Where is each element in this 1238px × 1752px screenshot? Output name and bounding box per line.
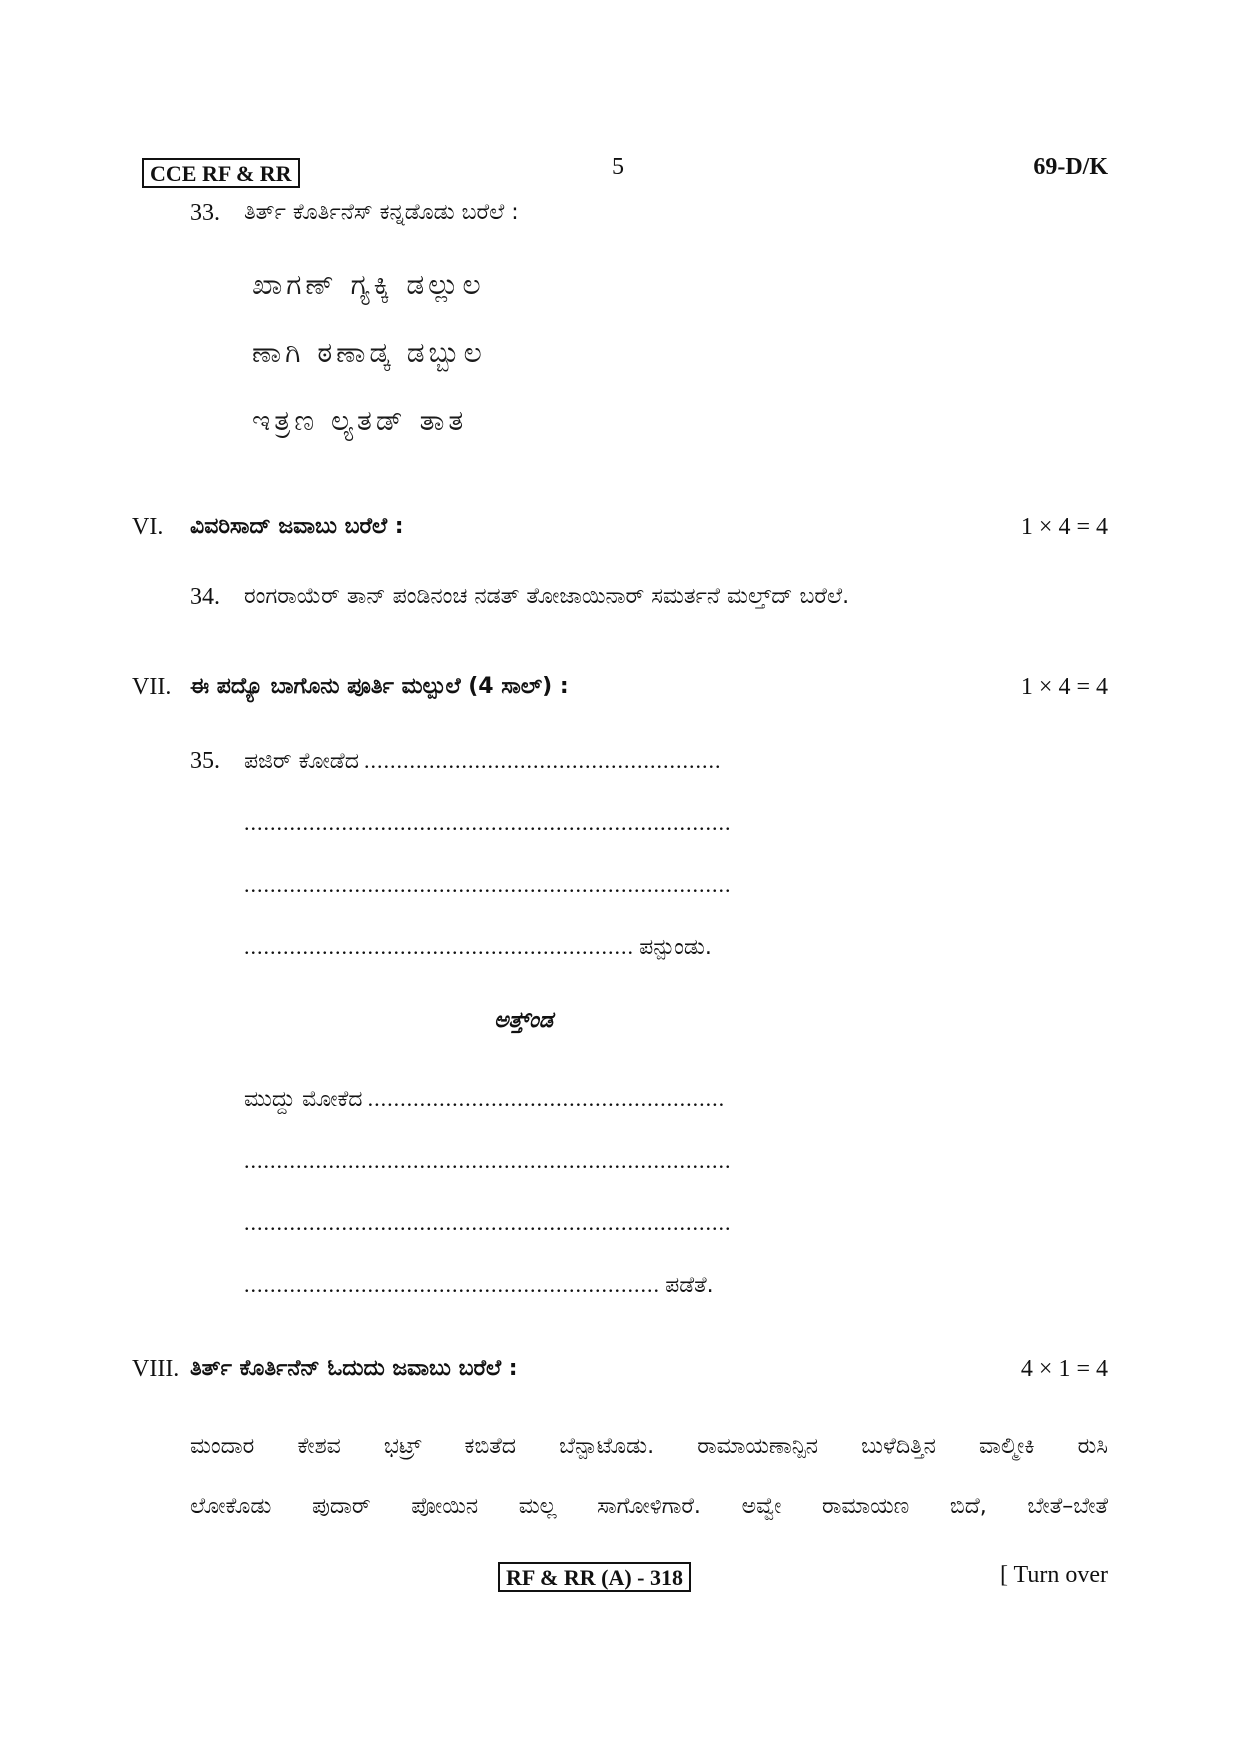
paper-series-box: CCE RF & RR	[142, 158, 300, 188]
poem-block-1-line-1	[244, 748, 722, 774]
paper-code: 69-D/K	[1033, 154, 1108, 180]
section-8-marks: 4 × 1 = 4	[1020, 1356, 1108, 1382]
tulu-script-line-1: ಖಾಗಣ್ ಗ್ಯಕ್ಕಿ ಡಲ್ಲುಲ	[252, 268, 485, 301]
question-33-number: 33.	[190, 200, 220, 226]
question-35-number: 35.	[190, 748, 220, 774]
poem-block-2-start: ಮುದ್ದು ಮೋಕೆದ	[244, 1087, 363, 1112]
question-33-prompt: ತಿರ್ತ್ ಕೊರ್ತಿನೆಸ್ ಕನ್ನಡೊಡು ಬರೆಲೆ :	[244, 200, 519, 225]
fill-in-dots: .......................................................	[364, 748, 722, 773]
section-7-marks: 1 × 4 = 4	[1020, 674, 1108, 700]
poem-block-1-line-4	[244, 934, 712, 960]
or-separator: ಅತ್ತ್ಂಡ	[494, 1008, 553, 1033]
section-8-number: VIII.	[132, 1356, 180, 1382]
question-34-text: ರಂಗರಾಯೆರ್ ತಾನ್ ಪಂಡಿನಂಚ ನಡತ್ ತೋಜಾಯಿನಾರ್ ಸಮರ್ತನೆ ಮಲ್ತ್‌ದ್ ಬರೆಲೆ.	[244, 584, 850, 609]
poem-block-2-end: ಪಡೆತೆ.	[665, 1273, 714, 1298]
page-number: 5	[612, 154, 624, 180]
section-6-marks: 1 × 4 = 4	[1020, 514, 1108, 540]
poem-block-2-line-1	[244, 1086, 725, 1112]
poem-block-1-line-2: ...........................................................................	[244, 810, 732, 835]
passage-line-1: ಮಂದಾರ ಕೇಶವ ಭಟ್ರ್ ಕಬಿತೆದ ಬೆನ್ಪಾಟೊಡು. ರಾಮಾಯಣಾನ್ಪಿನ ಬುಳೆದಿತ್ತಿನ ವಾಲ್ಮೀಕಿ ರುಸಿ	[190, 1434, 1108, 1459]
fill-in-dots: .......................................................	[367, 1086, 726, 1111]
poem-block-2-line-2: ...........................................................................	[244, 1148, 732, 1173]
fill-in-dots: ................................................................	[244, 1272, 660, 1297]
poem-block-2-line-3: ...........................................................................	[244, 1210, 732, 1235]
section-8-title: ತಿರ್ತ್ ಕೊರ್ತಿನೆನ್ ಓದುದು ಜವಾಬು ಬರೆಲೆ :	[190, 1356, 518, 1381]
footer-code-box: RF & RR (A) - 318	[498, 1562, 691, 1592]
tulu-script-line-3: ಇತ್ರಣ ಲ್ಯತಡ್ ತಾತ	[252, 404, 468, 437]
section-7-number: VII.	[132, 674, 172, 700]
poem-block-1-start: ಪಜಿರ್ ಕೋಡೆದ	[244, 749, 359, 774]
poem-block-1-line-3: ...........................................................................	[244, 872, 732, 897]
section-6-number: VI.	[132, 514, 164, 540]
passage-line-2: ಲೋಕೊಡು ಪುದಾರ್ ಪೋಯಿನ ಮಲ್ಲ ಸಾಗೋಳಿಗಾರೆ. ಅವ್ವೇ ರಾಮಾಯಣ ಬಿದೆ, ಬೇತೆ–ಬೇತೆ	[190, 1494, 1108, 1519]
section-6-title: ವಿವರಿಸಾದ್ ಜವಾಬು ಬರೆಲೆ :	[190, 514, 404, 539]
tulu-script-line-2: ಣಾಗಿ ಠಣಾಡ್ಕ ಡಬ್ಬುಲ	[252, 336, 486, 369]
fill-in-dots: ............................................................	[244, 934, 634, 959]
section-7-title: ಈ ಪದ್ಯೊ ಬಾಗೊನು ಪೂರ್ತಿ ಮಲ್ಪುಲೆ (4 ಸಾಲ್) :	[190, 674, 569, 699]
poem-block-1-end: ಪನ್ಪುಂಡು.	[639, 935, 712, 960]
question-34-number: 34.	[190, 584, 220, 610]
turn-over-note: [ Turn over	[999, 1562, 1108, 1588]
poem-block-2-line-4	[244, 1272, 714, 1298]
